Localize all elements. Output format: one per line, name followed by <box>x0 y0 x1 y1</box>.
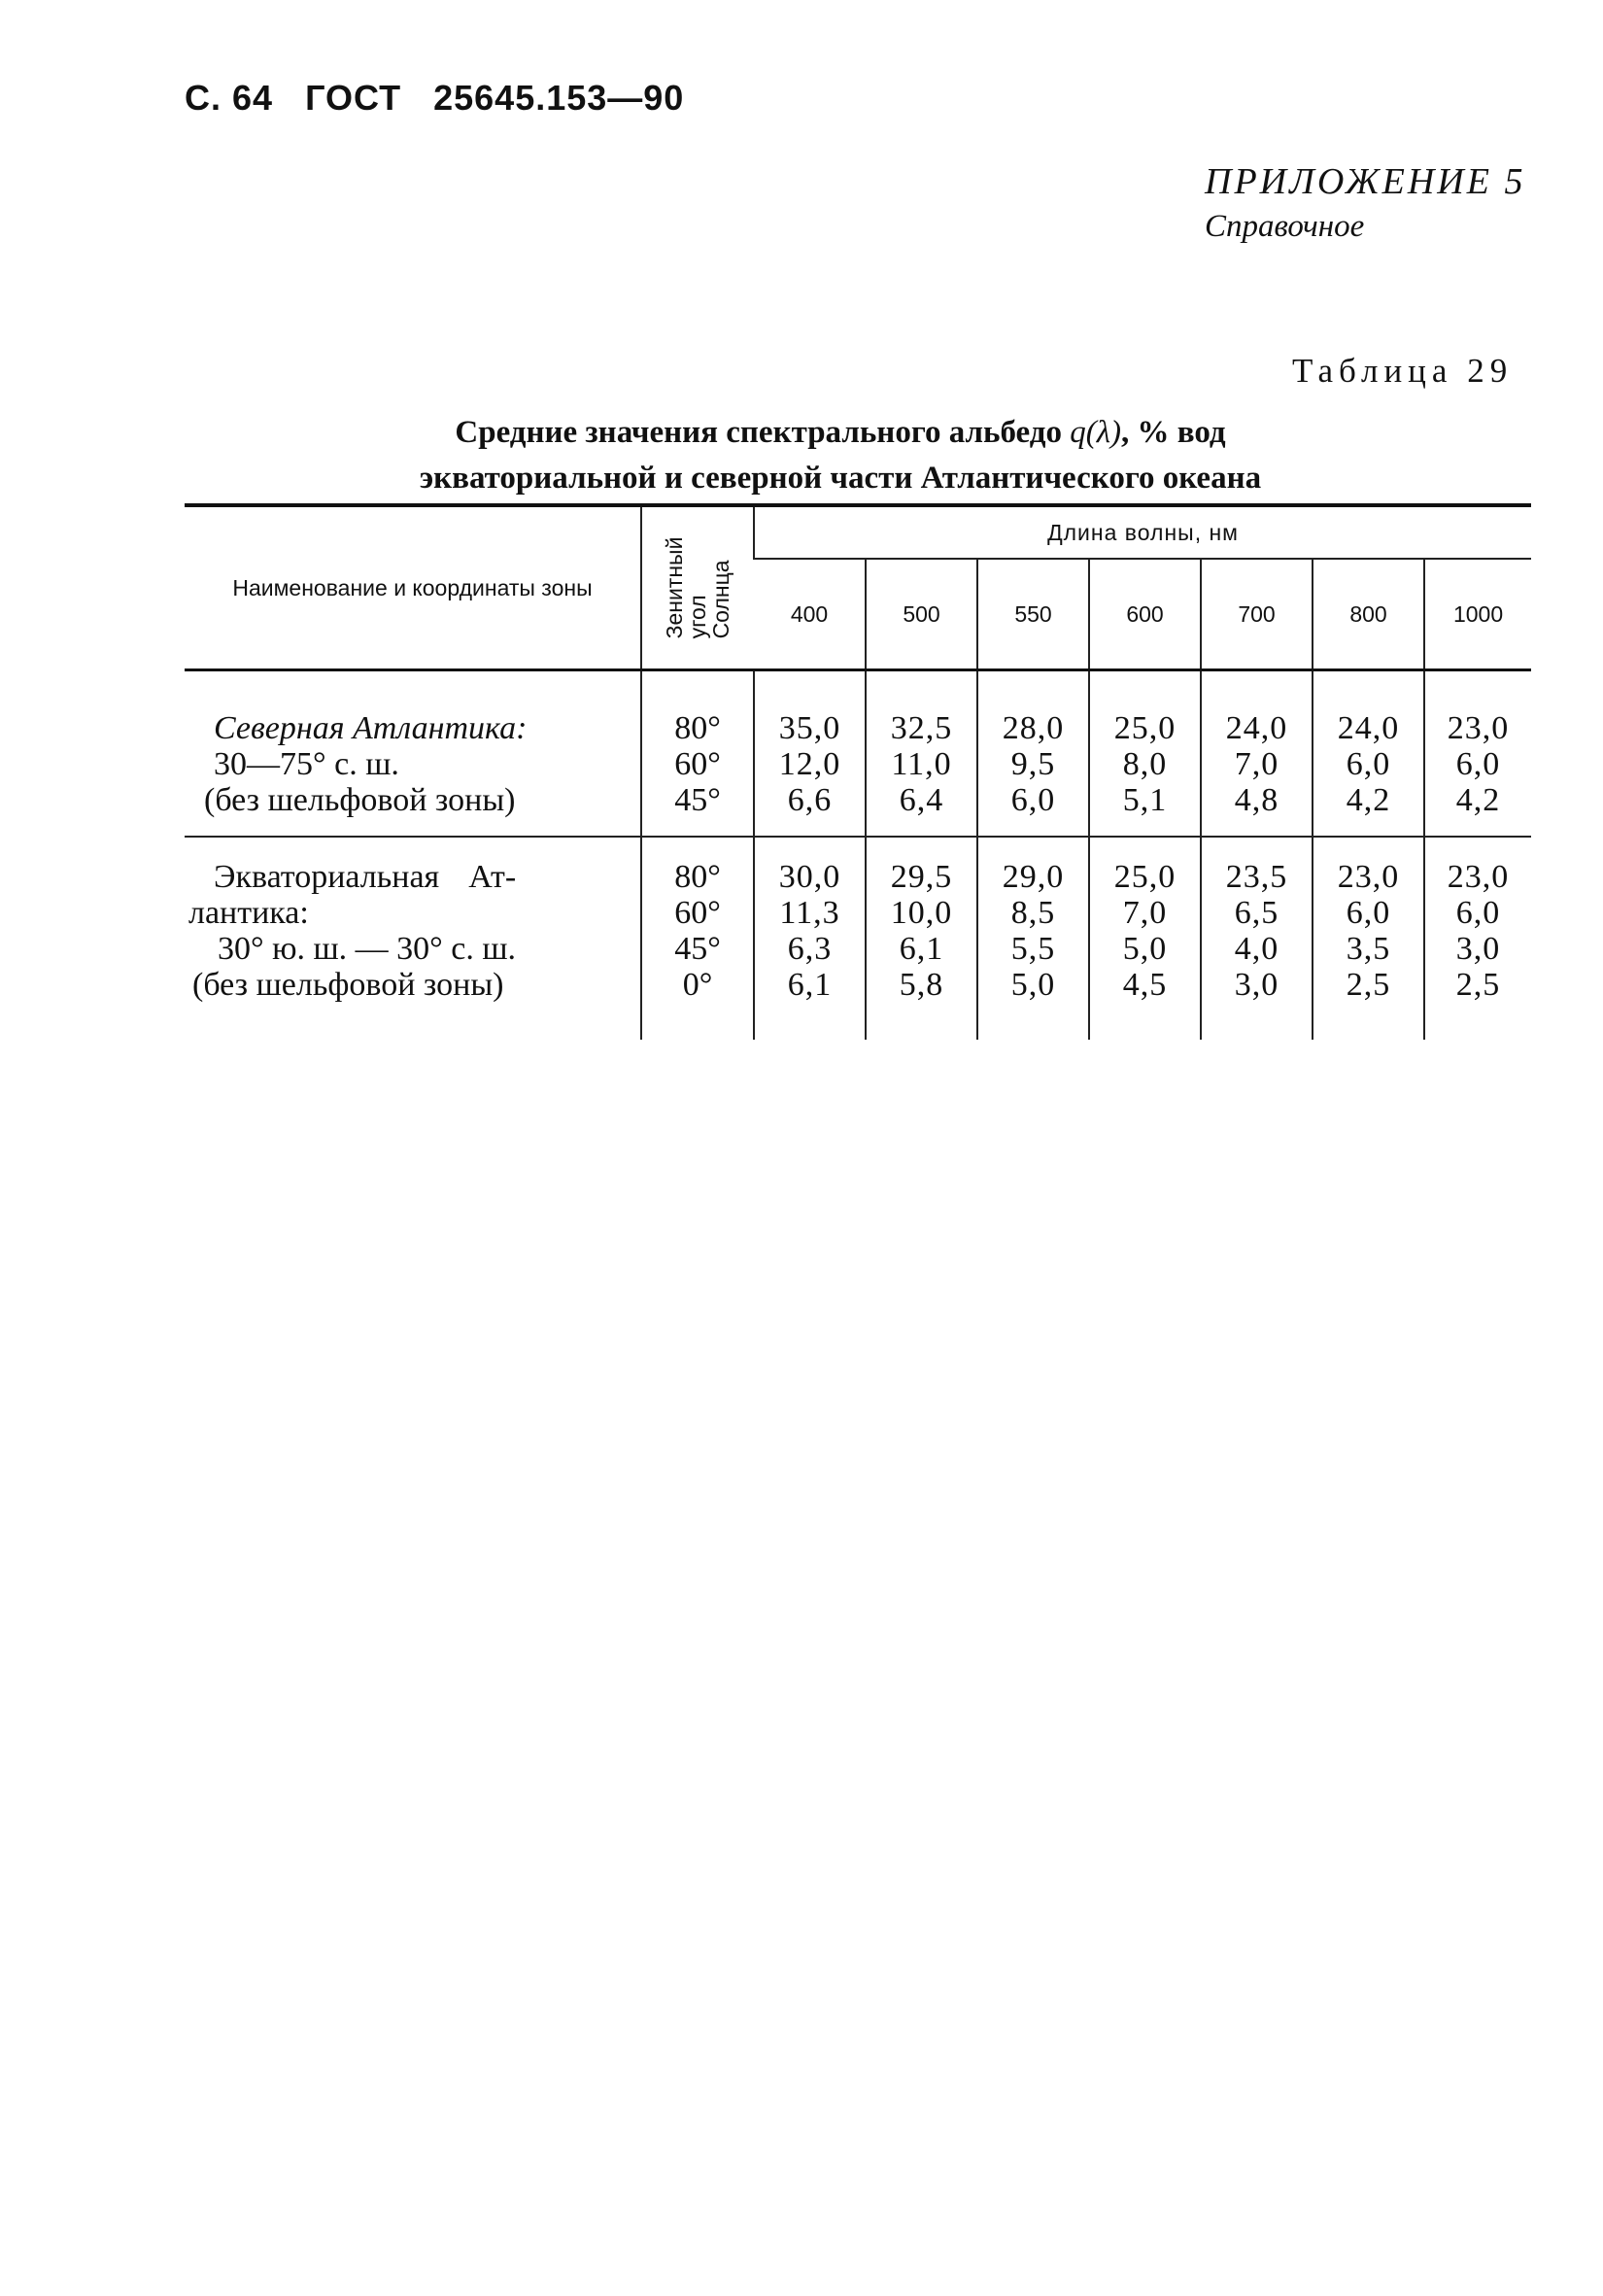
table-caption <box>291 410 1389 501</box>
table-number: Таблица 29 <box>1292 352 1514 390</box>
caption-text-a: Средние значения спектрального альбедо <box>455 415 1071 450</box>
caption-symbol: q(λ) <box>1070 415 1121 450</box>
appendix-title: ПРИЛОЖЕНИЕ 5 <box>1205 161 1526 202</box>
header-zone: Наименование и координаты зоны <box>185 505 641 670</box>
caption-line-2: экваториальной и северной части Атлантического океана <box>419 461 1262 496</box>
zone-coords: 30° ю. ш. — 30° с. ш. <box>218 931 517 967</box>
zone-north-atlantic <box>185 670 641 838</box>
zone-equatorial-atlantic <box>185 837 641 1040</box>
wavelength-700: 700 <box>1201 559 1313 670</box>
header-angle <box>641 505 754 670</box>
zone-note: (без шельфовой зоны) <box>192 967 504 1003</box>
wavelength-600: 600 <box>1089 559 1201 670</box>
angles-cell: 80° 60° 45° 0° <box>641 837 754 1040</box>
wavelength-1000: 1000 <box>1424 559 1531 670</box>
albedo-table <box>185 503 1531 1040</box>
value-cell: 35,0 12,0 6,6 <box>754 670 866 838</box>
value-cell: 23,0 6,0 4,2 <box>1424 670 1531 838</box>
value-cell: 25,0 8,0 5,1 <box>1089 670 1201 838</box>
zone-note: (без шельфовой зоны) <box>204 782 516 818</box>
value-cell: 28,0 9,5 6,0 <box>977 670 1089 838</box>
caption-line-1 <box>291 410 1389 456</box>
wavelength-550: 550 <box>977 559 1089 670</box>
standard-number: 25645.153—90 <box>433 78 685 118</box>
value-cell: 23,0 6,0 3,5 2,5 <box>1313 837 1424 1040</box>
value-cell: 23,5 6,5 4,0 3,0 <box>1201 837 1313 1040</box>
table-row <box>185 837 1531 1040</box>
table-row <box>185 670 1531 838</box>
page-header <box>185 78 705 119</box>
zone-coords: 30—75° с. ш. <box>214 746 399 782</box>
value-cell: 29,0 8,5 5,5 5,0 <box>977 837 1089 1040</box>
value-cell: 30,0 11,3 6,3 6,1 <box>754 837 866 1040</box>
caption-text-b: , % вод <box>1121 415 1226 450</box>
value-cell: 23,0 6,0 3,0 2,5 <box>1424 837 1531 1040</box>
page-number: С. 64 <box>185 78 274 118</box>
zone-title: Экваториальная Ат- <box>214 859 517 895</box>
value-cell: 29,5 10,0 6,1 5,8 <box>866 837 977 1040</box>
zone-title-cont: лантика: <box>188 895 309 931</box>
value-cell: 24,0 6,0 4,2 <box>1313 670 1424 838</box>
wavelength-800: 800 <box>1313 559 1424 670</box>
wavelength-500: 500 <box>866 559 977 670</box>
value-cell: 24,0 7,0 4,8 <box>1201 670 1313 838</box>
value-cell: 25,0 7,0 5,0 4,5 <box>1089 837 1201 1040</box>
standard-name: ГОСТ <box>305 78 402 118</box>
zone-title: Северная Атлантика: <box>214 710 528 746</box>
appendix-subtitle: Справочное <box>1205 209 1365 244</box>
wavelength-400: 400 <box>754 559 866 670</box>
header-wavelength: Длина волны, нм <box>754 505 1531 559</box>
value-cell: 32,5 11,0 6,4 <box>866 670 977 838</box>
header-angle-text: Зенитный угол Солнца <box>662 536 733 639</box>
angles-cell: 80° 60° 45° <box>641 670 754 838</box>
